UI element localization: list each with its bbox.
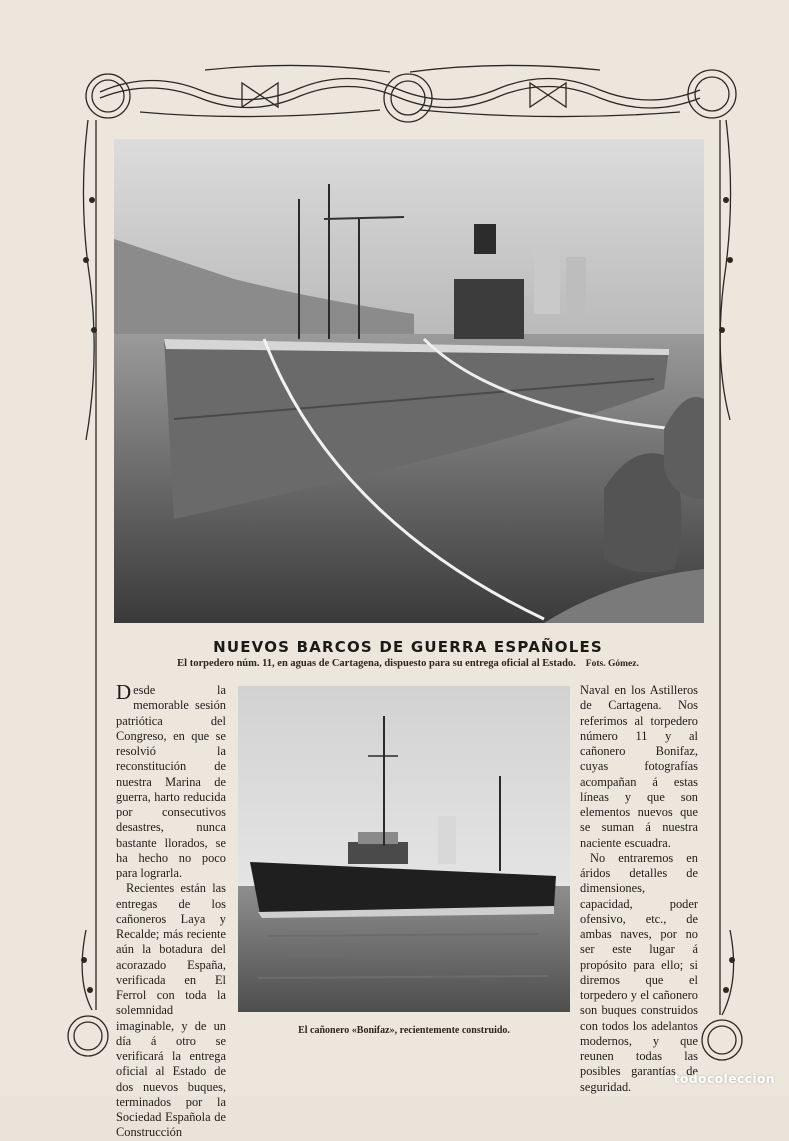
article-headline: NUEVOS BARCOS DE GUERRA ESPAÑOLES	[213, 638, 603, 656]
article-column-left	[116, 680, 226, 1141]
right-paragraph-1: Naval en los Astilleros de Cartagena. Nos referimos al torpedero número 11 y al cañonero Bonifaz, cuyas fotografías acompañan á estas líneas y que son elementos nuevos que se suman á nuestra naciente escuadra.	[580, 683, 698, 850]
top-photo-caption	[112, 658, 704, 669]
left-paragraph-2: Recientes están las entregas de los cañoneros Laya y Recalde; más reciente aún la botadura del acorazado España, verificada en El Ferrol con toda la solemnidad imaginable, y de un día á otro se verificará la entrega oficial al Estado de dos nuevos buques, terminados por la Sociedad Española de Construcción	[116, 881, 226, 1140]
torpedo-boat-photo	[114, 139, 704, 623]
left-paragraph-1: esde la memorable sesión patriótica del Congreso, en que se resolvió la reconstitución de nuestra Marina de guerra, harto reducida por consecutivos desastres, nunca bastante llorados, se ha hecho no poco para lograrla.	[116, 683, 226, 880]
gunboat-photo	[238, 686, 570, 1012]
drop-cap: D	[116, 680, 132, 704]
watermark-logo: todocoleccion	[673, 1071, 775, 1086]
bottom-photo-caption: El cañonero «Bonifaz», recientemente construido.	[298, 1025, 510, 1036]
article-column-right	[580, 683, 698, 1095]
right-paragraph-2: No entraremos en áridos detalles de dimensiones, capacidad, poder ofensivo, etc., de ambas naves, por no ser este lugar á propósito para ello; si diremos que el torpedero y el cañonero son buques construidos con todos los adelantos modernos, y que reunen todas las posibles garantías de seguridad.	[580, 850, 698, 1094]
top-caption-text: El torpedero núm. 11, en aguas de Cartagena, dispuesto para su entrega oficial al Estado.	[177, 658, 576, 669]
photo-credit: Fots. Gómez.	[585, 659, 639, 669]
